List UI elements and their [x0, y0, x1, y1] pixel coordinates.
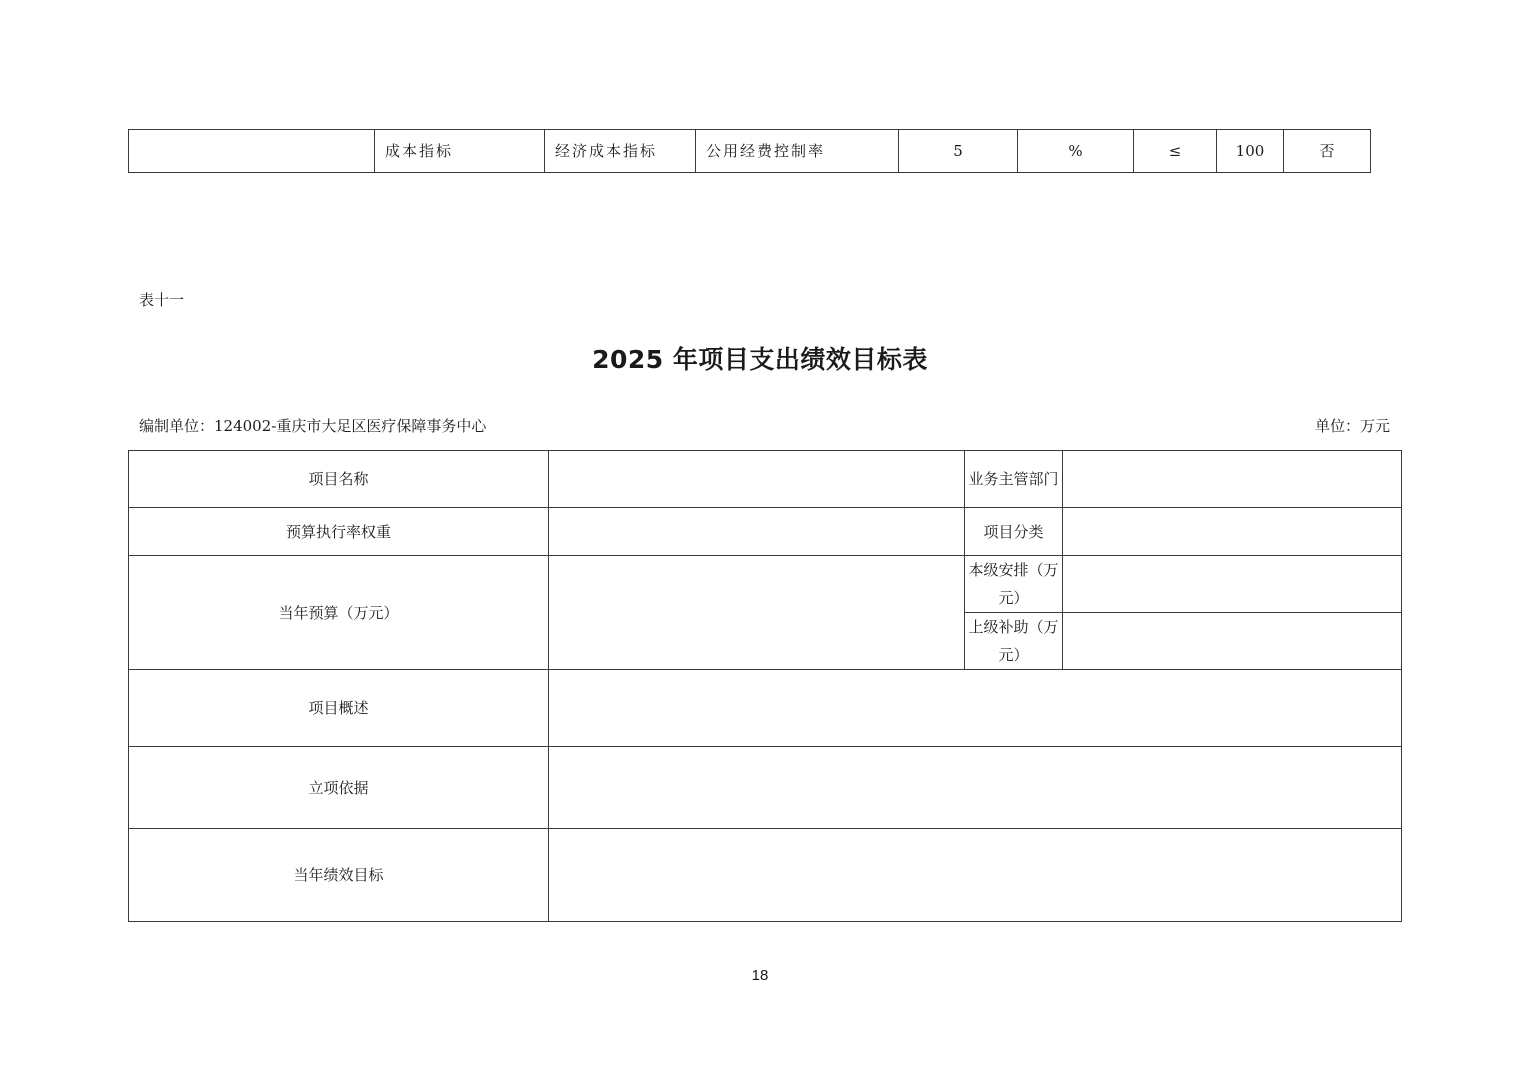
table-cell-empty: [129, 130, 375, 173]
project-category-value: [1063, 508, 1402, 556]
local-allocation-label: 本级安排（万元）: [965, 556, 1063, 613]
annual-budget-value: [549, 556, 965, 670]
table-row: [129, 556, 1402, 613]
project-basis-value: [549, 747, 1402, 829]
annual-budget-label: 当年预算（万元）: [129, 556, 549, 670]
currency-unit-label: 单位：万元: [1314, 417, 1390, 435]
unit-cell: %: [1018, 130, 1134, 173]
page-number: 18: [751, 967, 769, 984]
reverse-indicator-cell: 否: [1284, 130, 1371, 173]
project-overview-label: 项目概述: [129, 670, 549, 747]
page-title: 2025 年项目支出绩效目标表: [592, 345, 928, 374]
project-basis-label: 立项依据: [129, 747, 549, 829]
table-row: [129, 508, 1402, 556]
exec-rate-weight-label: 预算执行率权重: [129, 508, 549, 556]
project-category-label: 项目分类: [965, 508, 1063, 556]
table-row: [129, 451, 1402, 508]
indicator-name-cell: 公用经费控制率: [696, 130, 899, 173]
weight-cell: 5: [899, 130, 1018, 173]
supervising-dept-value: [1063, 451, 1402, 508]
level1-indicator-cell: 成本指标: [375, 130, 545, 173]
project-name-value: [549, 451, 965, 508]
supervising-dept-label: 业务主管部门: [965, 451, 1063, 508]
previous-indicator-table: [128, 129, 1371, 173]
upper-subsidy-value: [1063, 613, 1402, 670]
annual-goal-label: 当年绩效目标: [129, 829, 549, 922]
table-number-label: 表十一: [139, 291, 185, 309]
table-row: [129, 829, 1402, 922]
level2-indicator-cell: 经济成本指标: [545, 130, 696, 173]
project-overview-value: [549, 670, 1402, 747]
target-value-cell: 100: [1217, 130, 1284, 173]
table-row: [129, 130, 1371, 173]
exec-rate-weight-value: [549, 508, 965, 556]
local-allocation-value: [1063, 556, 1402, 613]
upper-subsidy-label: 上级补助（万元）: [965, 613, 1063, 670]
performance-target-table: [128, 450, 1402, 922]
table-row: [129, 747, 1402, 829]
project-name-label: 项目名称: [129, 451, 549, 508]
table-row: [129, 670, 1402, 747]
preparing-unit-label: 编制单位：124002-重庆市大足区医疗保障事务中心: [139, 417, 487, 435]
annual-goal-value: [549, 829, 1402, 922]
operator-cell: ≤: [1134, 130, 1217, 173]
